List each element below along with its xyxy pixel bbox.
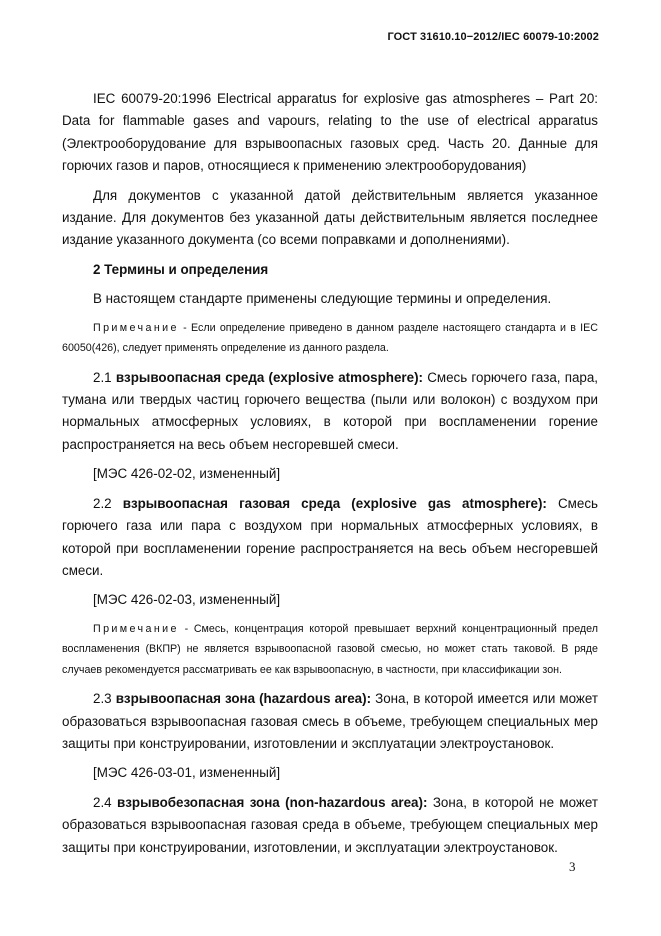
term-2-3-term: взрывоопасная зона (hazardous area): [115, 691, 372, 707]
term-2-2-definition: Смесь горючего газа или пара с воздухом при нормальных атмосферных условиях, в которой при воспламенении горение распространяется на весь объем несгоревшей смеси. [62, 495, 598, 578]
term-2-2 [62, 493, 598, 583]
term-2-1-term: взрывоопасная среда (explosive atmosphere): [115, 369, 424, 385]
section-heading: 2 Термины и определения [93, 261, 269, 277]
term-2-2-number: 2.2 [93, 495, 123, 511]
document-body [62, 88, 598, 866]
term-2-4-definition: Зона, в которой не может образоваться взрывоопасная газовая среда в объеме, требующем специальных мер защиты при конструировании, изготовлении, и эксплуатации электроустановок. [62, 794, 598, 855]
page-number: 3 [569, 859, 576, 874]
intro-paragraph: В настоящем стандарте применены следующие термины и определения. [93, 291, 552, 307]
note-2-label: Примечание [93, 622, 179, 635]
note-2-text: - Смесь, концентрация которой превышает верхний концентрационный предел воспламенения (ВКПР) не является взрывоопасной газовой смесью, но может стать таковой. В ряде случаев рекомендуется рассматривать ее как взрывоопасную, в частности, при классификации зон. [62, 622, 598, 676]
term-2-3-definition: Зона, в которой имеется или может образоваться взрывоопасная газовая смесь в объеме, требующем специальных мер защиты при конструировании, изготовлении и эксплуатации электроустановок. [62, 691, 599, 752]
term-2-1-source: [МЭС 426-02-02, измененный] [93, 466, 281, 482]
term-2-3 [62, 688, 598, 755]
note-1 [62, 318, 598, 359]
document-header: ГОСТ 31610.10−2012/IEC 60079-10:2002 [387, 31, 599, 43]
term-2-1 [62, 367, 598, 457]
term-2-1-number: 2.1 [93, 369, 116, 385]
note-1-label: Примечание [93, 321, 179, 334]
term-2-2-source: [МЭС 426-02-03, измененный] [93, 592, 281, 608]
note-2 [62, 619, 598, 681]
normative-reference-paragraph: IEC 60079-20:1996 Electrical apparatus for explosive gas atmospheres – Part 20: Data for flammable gases and vapours, relating to the use of electrical apparatus (Электрооборудование для взрывоопасных газовых сред. Часть 20. Данные для горючих газов и паров, относящиеся к применению электрооборудования) [62, 91, 598, 174]
term-2-4-term: взрывобезопасная зона (non-hazardous area): [117, 794, 428, 810]
term-2-1-definition: Смесь горючего газа, пара, тумана или твердых частиц горючего вещества (пыли или волокон) с воздухом при нормальных атмосферных условиях, в которой при воспламенении горение распространяется на весь объем несгоревшей смеси. [62, 369, 599, 452]
term-2-3-number: 2.3 [93, 691, 116, 707]
term-2-2-term: взрывоопасная газовая среда (explosive gas atmosphere): [122, 495, 547, 511]
note-1-text: - Если определение приведено в данном разделе настоящего стандарта и в IEC 60050(426), следует применять определение из данного раздела. [62, 321, 598, 355]
dated-documents-paragraph: Для документов с указанной датой действительным является указанное издание. Для документов без указанной даты действительным является последнее издание указанного документа (со всеми поправками и дополнениями). [62, 187, 598, 248]
term-2-3-source: [МЭС 426-03-01, измененный] [93, 765, 281, 781]
term-2-4 [62, 792, 598, 859]
term-2-4-number: 2.4 [93, 794, 118, 810]
